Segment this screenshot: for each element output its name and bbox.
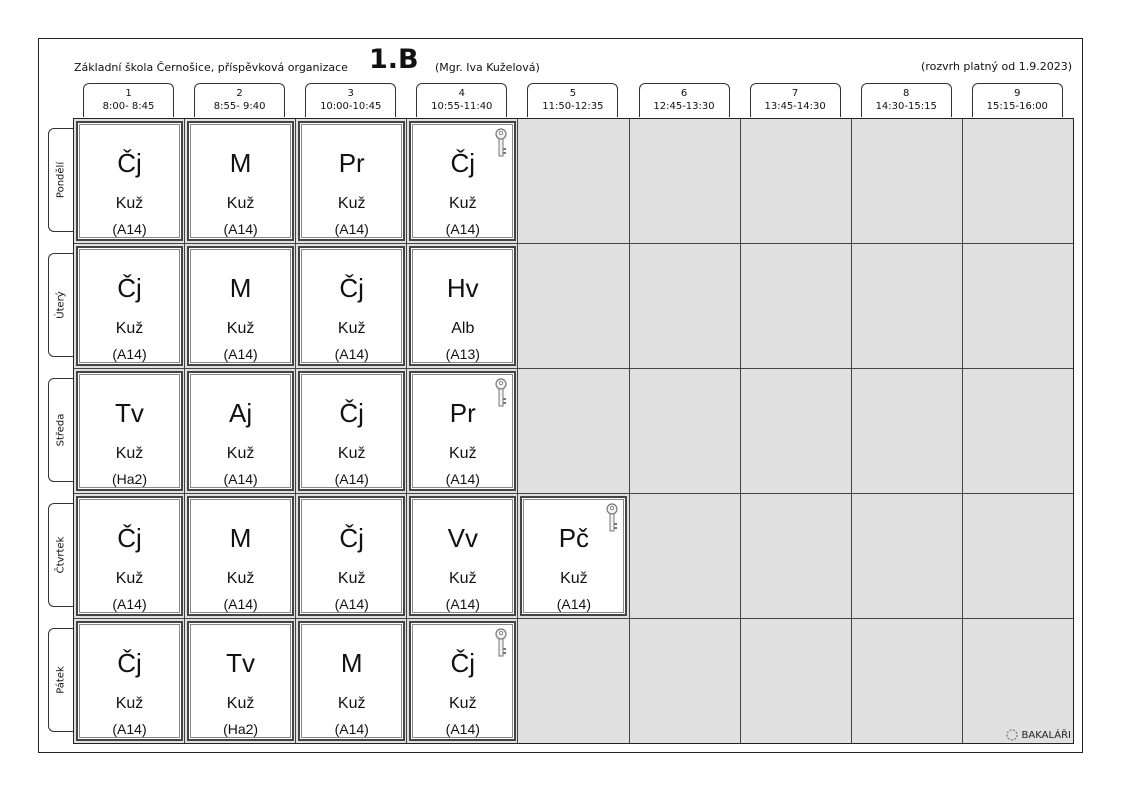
lesson-teacher: Kuž [337, 445, 366, 462]
period-number: 8 [903, 88, 910, 99]
lesson-teacher: Kuž [226, 445, 255, 462]
day-label-5 [48, 628, 73, 732]
period-time: 15:15-16:00 [986, 101, 1048, 112]
lesson-card[interactable] [187, 121, 294, 241]
lesson-room: (A14) [445, 596, 480, 612]
lesson-subject: M [229, 523, 252, 553]
lesson-card[interactable] [76, 621, 183, 741]
grid-column-divider [962, 119, 963, 743]
lesson-card[interactable] [409, 121, 516, 241]
lesson-room: (A14) [223, 221, 258, 237]
lesson-card[interactable] [409, 246, 516, 366]
validity-note: (rozvrh platný od 1.9.2023) [921, 60, 1072, 73]
key-icon [494, 628, 508, 658]
period-header-5 [527, 83, 618, 117]
lesson-room: (Ha2) [223, 721, 259, 737]
lesson-teacher: Kuž [115, 320, 144, 337]
lesson-subject: Čj [339, 273, 364, 303]
period-number: 4 [458, 88, 465, 99]
period-header-6 [639, 83, 730, 117]
lesson-card[interactable] [298, 496, 405, 616]
lesson-teacher: Kuž [226, 320, 255, 337]
lesson-subject: M [229, 273, 252, 303]
lesson-room: (A14) [445, 721, 480, 737]
day-name: Pátek [55, 666, 67, 694]
lesson-room: (Ha2) [111, 471, 147, 487]
lesson-room: (A14) [112, 721, 147, 737]
lesson-card[interactable] [187, 246, 294, 366]
lesson-room: (A14) [223, 346, 258, 362]
lesson-subject: Vv [447, 523, 478, 553]
period-time: 13:45-14:30 [764, 101, 826, 112]
lesson-teacher: Kuž [337, 695, 366, 712]
lesson-room: (A14) [112, 221, 147, 237]
period-header-8 [861, 83, 952, 117]
lesson-teacher: Kuž [560, 570, 588, 587]
lesson-subject: Čj [117, 273, 142, 303]
lesson-subject: Pr [449, 398, 476, 428]
lesson-subject: Čj [450, 148, 476, 178]
class-teacher: (Mgr. Iva Kuželová) [435, 61, 540, 74]
period-number: 9 [1014, 88, 1021, 99]
lesson-room: (A14) [334, 346, 369, 362]
period-time: 12:45-13:30 [653, 101, 715, 112]
grid-row-divider [74, 243, 1073, 244]
period-header-9 [972, 83, 1063, 117]
lesson-teacher: Kuž [337, 570, 366, 587]
lesson-teacher: Kuž [449, 570, 477, 587]
lesson-teacher: Kuž [226, 695, 255, 712]
period-time: 10:55-11:40 [431, 101, 493, 112]
grid-row-divider [74, 493, 1073, 494]
lesson-card[interactable] [76, 496, 183, 616]
school-name: Základní škola Černošice, příspěvková organizace [74, 61, 348, 74]
period-header-3 [305, 83, 396, 117]
lesson-teacher: Kuž [226, 570, 255, 587]
period-number: 7 [791, 88, 799, 99]
period-number: 6 [680, 88, 688, 99]
lesson-subject: Čj [450, 648, 476, 678]
lesson-card[interactable] [298, 371, 405, 491]
grid-column-divider [851, 119, 852, 743]
grid-column-divider [517, 119, 518, 743]
bakalari-logo-icon [1005, 728, 1019, 742]
lesson-teacher: Kuž [115, 195, 144, 212]
lesson-room: (A14) [334, 471, 369, 487]
lesson-room: (A14) [112, 596, 147, 612]
class-title: 1.B [369, 44, 419, 75]
lesson-subject: M [229, 148, 252, 178]
lesson-card[interactable] [520, 496, 627, 616]
lesson-card[interactable] [187, 371, 294, 491]
lesson-card[interactable] [76, 246, 183, 366]
grid-column-divider [406, 119, 407, 743]
key-icon [494, 128, 508, 158]
period-time: 8:55- 9:40 [213, 101, 266, 112]
lesson-card[interactable] [409, 371, 516, 491]
lesson-subject: Tv [226, 648, 256, 678]
day-label-3 [48, 378, 73, 482]
lesson-subject: Čj [117, 648, 142, 678]
bakalari-logo [1005, 728, 1071, 742]
lesson-subject: Čj [117, 148, 142, 178]
period-number: 2 [236, 88, 243, 99]
day-label-2 [48, 253, 73, 357]
period-number: 1 [125, 88, 132, 99]
grid-row-divider [74, 618, 1073, 619]
grid-column-divider [184, 119, 185, 743]
lesson-subject: Čj [339, 398, 364, 428]
lesson-card[interactable] [76, 121, 183, 241]
timetable-grid [73, 118, 1074, 744]
day-name: Středa [55, 413, 67, 447]
period-time: 8:00- 8:45 [102, 101, 155, 112]
lesson-teacher: Kuž [449, 195, 477, 212]
lesson-card[interactable] [298, 246, 405, 366]
lesson-room: (A14) [556, 596, 591, 612]
lesson-card[interactable] [76, 371, 183, 491]
grid-column-divider [629, 119, 630, 743]
lesson-teacher: Alb [451, 320, 475, 337]
period-number: 3 [347, 88, 354, 99]
lesson-teacher: Kuž [337, 320, 366, 337]
lesson-room: (A14) [334, 221, 369, 237]
key-icon [605, 503, 619, 533]
lesson-subject: Čj [339, 523, 364, 553]
lesson-room: (A14) [445, 221, 480, 237]
lesson-card[interactable] [409, 496, 516, 616]
lesson-card[interactable] [409, 621, 516, 741]
lesson-teacher: Kuž [337, 195, 366, 212]
day-label-4 [48, 503, 73, 607]
bakalari-brand: BAKALÁŘI [1021, 729, 1071, 741]
lesson-room: (A14) [223, 596, 258, 612]
lesson-teacher: Kuž [115, 445, 144, 462]
lesson-teacher: Kuž [226, 195, 255, 212]
lesson-subject: M [340, 648, 363, 678]
lesson-room: (A14) [445, 471, 480, 487]
period-time: 11:50-12:35 [542, 101, 604, 112]
grid-column-divider [740, 119, 741, 743]
day-name: Čtvrtek [55, 536, 67, 574]
lesson-subject: Tv [115, 398, 144, 428]
lesson-card[interactable] [298, 121, 405, 241]
period-header-7 [750, 83, 841, 117]
lesson-subject: Pč [558, 523, 590, 553]
lesson-room: (A14) [223, 471, 258, 487]
lesson-room: (A14) [112, 346, 147, 362]
lesson-room: (A13) [445, 346, 480, 362]
lesson-teacher: Kuž [115, 695, 144, 712]
lesson-subject: Pr [338, 148, 365, 178]
lesson-subject: Aj [229, 398, 253, 428]
day-name: Pondělí [55, 161, 67, 199]
period-number: 5 [569, 88, 577, 99]
lesson-room: (A14) [334, 596, 369, 612]
grid-column-divider [295, 119, 296, 743]
period-header-2 [194, 83, 285, 117]
lesson-teacher: Kuž [115, 570, 144, 587]
grid-row-divider [74, 368, 1073, 369]
day-name: Úterý [55, 291, 67, 319]
lesson-teacher: Kuž [449, 695, 477, 712]
lesson-card[interactable] [298, 621, 405, 741]
period-header-1 [83, 83, 174, 117]
period-time: 10:00-10:45 [320, 101, 382, 112]
lesson-subject: Čj [117, 523, 142, 553]
period-header-4 [416, 83, 507, 117]
lesson-card[interactable] [187, 621, 294, 741]
key-icon [494, 378, 508, 408]
lesson-card[interactable] [187, 496, 294, 616]
day-label-1 [48, 128, 73, 232]
lesson-teacher: Kuž [449, 445, 477, 462]
lesson-subject: Hv [446, 273, 479, 303]
period-time: 14:30-15:15 [875, 101, 937, 112]
lesson-room: (A14) [334, 721, 369, 737]
